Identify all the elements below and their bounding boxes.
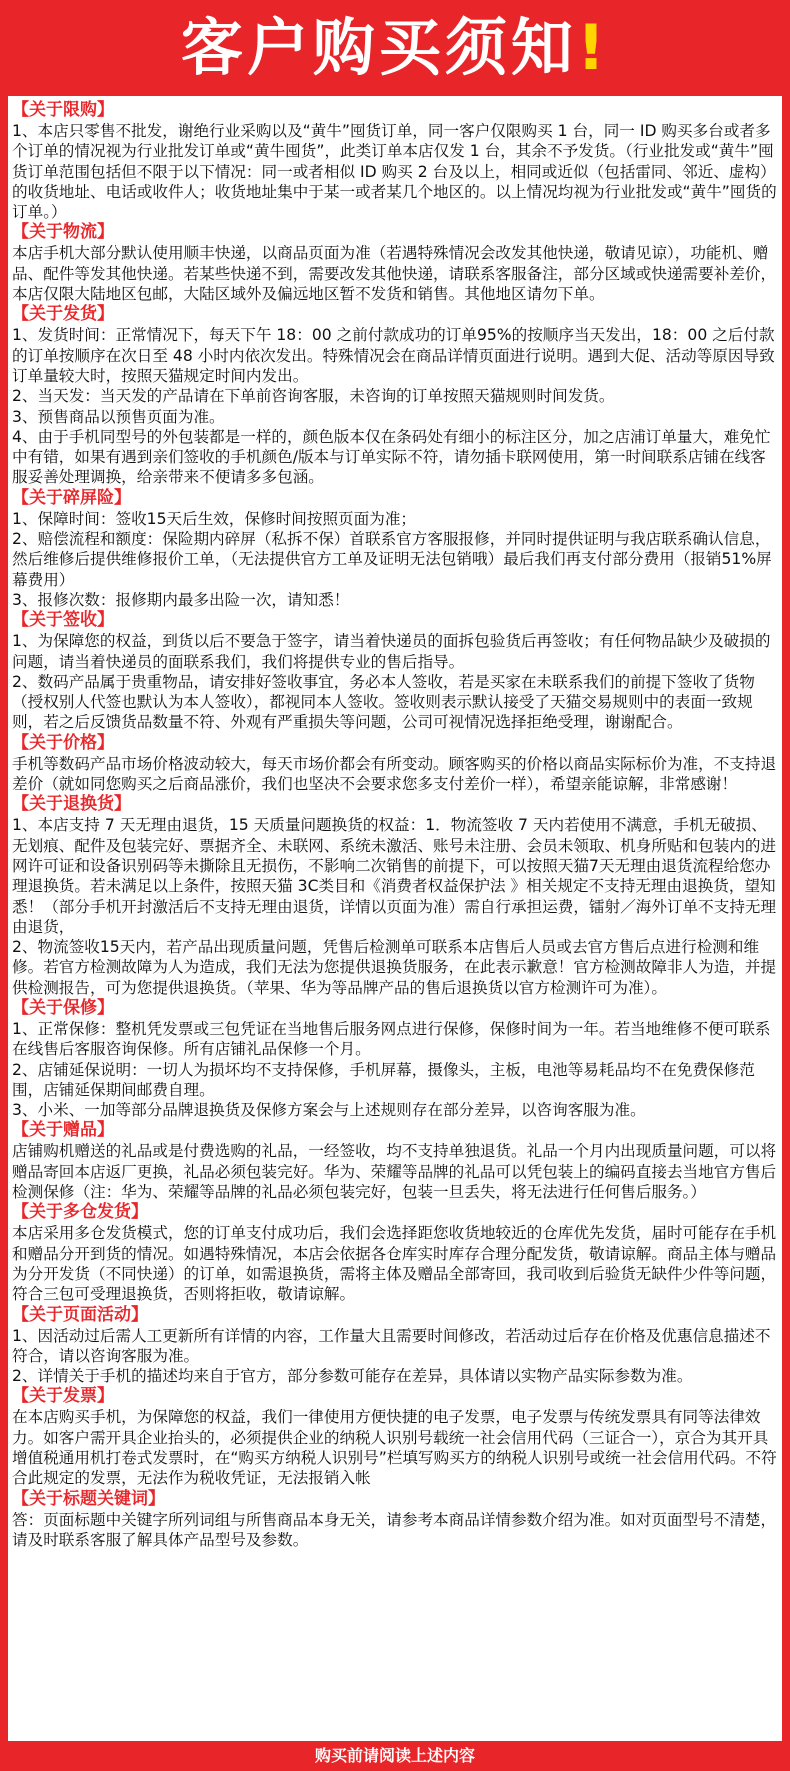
- section-paragraph: 2、物流签收15天内，若产品出现质量问题，凭售后检测单可联系本店售后人员或去官方售后点进行检测和维修。若官方检测故障为人为造成，我们无法为您提供退换货服务，在此表示歉意！官方检测故障非人为造，并提供检测报告，可为您提供退换货。（苹果、华为等品牌产品的售后退换货以官方检测许可为准）。: [12, 938, 777, 997]
- notice-section: [12, 1386, 778, 1488]
- section-title: 【关于退换货】: [12, 794, 131, 815]
- notice-section: [12, 222, 778, 304]
- section-paragraph: 1、保障时间：签收15天后生效，保修时间按照页面为准；: [12, 509, 417, 528]
- section-paragraph: 1、因活动过后需人工更新所有详情的内容，工作量大且需要时间修改，若活动过后存在价格及优惠信息描述不符合，请以咨询客服为准。: [12, 1326, 771, 1365]
- notice-section: [12, 1202, 778, 1304]
- section-paragraph: 2、当天发：当天发的产品请在下单前咨询客服，未咨询的订单按照天猫规则时间发货。: [12, 387, 615, 406]
- notice-section: [12, 794, 778, 998]
- section-title: 【关于限购】: [12, 100, 114, 120]
- section-paragraph: 手机等数码产品市场价格波动较大，每天市场价都会有所变动。顾客购买的价格以商品实际标价为准，不支持退差价（就如同您购买之后商品涨价，我们也坚决不会要求您多支付差价一样），希望亲能谅解，非常感谢！: [12, 754, 777, 794]
- exclamation-mark: !: [576, 11, 610, 84]
- section-title: 【关于赠品】: [12, 1120, 114, 1141]
- section-title: 【关于发货】: [12, 304, 114, 325]
- section-paragraph: 2、赔偿流程和额度：保险期内碎屏（私拆不保）首联系官方客服报修，并同时提供证明与我店联系确认信息，然后维修后提供维修报价工单，（无法提供官方工单及证明无法包销哦）最后我们再支付部分费用（报销51%屏幕费用）: [12, 530, 772, 589]
- notice-section: [12, 610, 778, 732]
- section-title: 【关于页面活动】: [12, 1304, 148, 1325]
- section-title: 【关于签收】: [12, 610, 114, 631]
- footer-text: 购买前请阅读上述内容: [314, 1746, 475, 1765]
- notice-section: [12, 1489, 778, 1551]
- section-paragraph: 3、预售商品以预售页面为准。: [12, 407, 225, 426]
- page-title: [0, 6, 790, 90]
- section-paragraph: 1、正常保修：整机凭发票或三包凭证在当地售后服务网点进行保修，保修时间为一年。若当地维修不便可联系在线售后客服咨询保修。所有店铺礼品保修一个月。: [12, 1019, 771, 1059]
- section-paragraph: 本店手机大部分默认使用顺丰快递，以商品页面为准（若遇特殊情况会改发其他快递，敬请见谅），功能机、赠品、配件等发其他快递。若某些快递不到，需要改发其他快递，请联系客服备注，部分区域或快递需要补差价，本店仅限大陆地区包邮，大陆区域外及偏远地区暂不发货和销售。其他地区请勿下单。: [12, 244, 777, 304]
- section-paragraph: 1、本店支持 7 天无理由退货，15 天质量问题换货的权益：1．物流签收 7 天内若使用不满意，手机无破损、无划痕、配件及包装完好、票据齐全、未联网、系统未激活、账号未注册、会员未领取、机身所贴和包装内的进网许可证和设备识别码等未撕除且无损伤，不影响二次销售的前提下，可以按照天猫7天无理由退货流程给您办理退换货。若未满足以上条件，按照天猫 3C类目和《消费者权益保护法 》相关规定不支持无理由退换货，望知悉！（部分手机开封激活后不支持无理由退货，详情以页面为准）需自行承担运费，镭射／海外订单不支持无理由退货，: [12, 816, 777, 936]
- section-paragraph: 1、为保障您的权益，到货以后不要急于签字，请当着快递员的面拆包验货后再签收；有任何物品缺少及破损的问题，请当着快递员的面联系我们，我们将提供专业的售后指导。: [12, 632, 771, 671]
- section-title: 【关于发票】: [12, 1386, 114, 1407]
- section-paragraph: 2、店铺延保说明：一切人为损坏均不支持保修，手机屏幕，摄像头，主板，电池等易耗品均不在免费保修范围，店铺延保期间邮费自理。: [12, 1060, 755, 1099]
- section-paragraph: 店铺购机赠送的礼品或是付费选购的礼品，一经签收，均不支持单独退货。礼品一个月内出现质量问题，可以将赠品寄回本店返厂更换，礼品必须包装完好。华为、荣耀等品牌的礼品可以凭包装上的编码直接去当地官方售后检测保修（注：华为、荣耀等品牌的礼品必须包装完好，包装一旦丢失，将无法进行任何售后服务。）: [12, 1142, 777, 1202]
- section-paragraph: 2、数码产品属于贵重物品，请安排好签收事宜，务必本人签收，若是买家在未联系我们的前提下签收了货物（授权别人代签也默认为本人签收），都视同本人签收。签收则表示默认接受了天猫交易规则中的表面一致规则，若之后反馈货品数量不符、外观有严重损失等问题，公司可视情况选择拒绝受理，谢谢配合。: [12, 672, 755, 732]
- notice-section: [12, 488, 778, 610]
- notice-section: [12, 998, 778, 1120]
- notice-content: [12, 100, 778, 1550]
- notice-section: [12, 100, 778, 222]
- section-paragraph: 1、发货时间：正常情况下，每天下午 18：00 之前付款成功的订单95%的按顺序当天发出，18：00 之后付款的订单按顺序在次日至 48 小时内依次发出。特殊情况会在商品详情页面进行说明。遇到大促、活动等原因导致订单量较大时，按照天猫规定时间内发出。: [12, 326, 775, 385]
- notice-section: [12, 304, 778, 487]
- section-paragraph: 在本店购买手机，为保障您的权益，我们一律使用方便快捷的电子发票，电子发票与传统发票具有同等法律效力。如客户需开具企业抬头的，必须提供企业的纳税人识别号载统一社会信用代码（三证合一），京合为其开具增值税通用机打卷式发票时，在“购买方纳税人识别号”栏填写购买方的纳税人识别号或统一社会信用代码。不符合此规定的发票，无法作为税收凭证，无法报销入帐: [12, 1408, 777, 1488]
- section-title: 【关于标题关键词】: [12, 1488, 165, 1509]
- notice-section: [12, 733, 778, 795]
- section-paragraph: 1、本店只零售不批发，谢绝行业采购以及“黄牛”囤货订单，同一客户仅限购买 1 台，同一 ID 购买多台或者多个订单的情况视为行业批发订单或“黄牛囤货”，此类订单本店仅发 1 台，其余不予发货。（行业批发或“黄牛”囤货订单范围包括但不限于以下情况：同一或者相似 ID 购买 2 台及以上，相同或近似（包括雷同、邻近、虚构）的收货地址、电话或收件人；收货地址集中于某一或者某几个地区的。以上情况均视为行业批发或“黄牛”囤货的订单。）: [12, 122, 777, 222]
- section-title: 【关于保修】: [12, 997, 114, 1018]
- section-title: 【关于物流】: [12, 222, 114, 243]
- section-title: 【关于碎屏险】: [12, 487, 131, 508]
- page-title-text: 客户购买须知: [180, 11, 577, 84]
- section-title: 【关于价格】: [12, 732, 114, 753]
- section-paragraph: 2、详情关于手机的描述均来自于官方，部分参数可能存在差异，具体请以实物产品实际参数为准。: [12, 1367, 693, 1386]
- section-paragraph: 答：页面标题中关键字所列词组与所售商品本身无关，请参考本商品详情参数介绍为准。如对页面型号不清楚，请及时联系客服了解具体产品型号及参数。: [12, 1510, 777, 1549]
- notice-section: [12, 1305, 778, 1387]
- footer-banner: [0, 1741, 790, 1771]
- page-header: [0, 0, 790, 96]
- section-title: 【关于多仓发货】: [12, 1202, 148, 1223]
- section-paragraph: 3、报修次数：报修期内最多出险一次，请知悉！: [12, 590, 350, 609]
- section-paragraph: 3、小米、一加等部分品牌退换货及保修方案会与上述规则存在部分差异，以咨询客服为准。: [12, 1101, 646, 1120]
- section-paragraph: 4、由于手机同型号的外包装都是一样的，颜色版本仅在条码处有细小的标注区分，加之店浦订单量大，难免忙中有错，如果有遇到亲们签收的手机颜色/版本与订单实际不符，请勿插卡联网使用，第一时间联系店铺在线客服妥善处理调换，给亲带来不便请多多包涵。: [12, 427, 771, 487]
- section-paragraph: 本店采用多仓发货模式，您的订单支付成功后，我们会选择距您收货地较近的仓库优先发货，届时可能存在手机和赠品分开到货的情况。如遇特殊情况，本店会依据各仓库实时库存合理分配发货，敬请谅解。商品主体与赠品为分开发货（不同快递）的订单，如需退换货，需将主体及赠品全部寄回，我司收到后验货无缺件少件等问题，符合三包可受理退换货，否则将拒收，敬请谅解。: [12, 1224, 777, 1304]
- notice-section: [12, 1120, 778, 1202]
